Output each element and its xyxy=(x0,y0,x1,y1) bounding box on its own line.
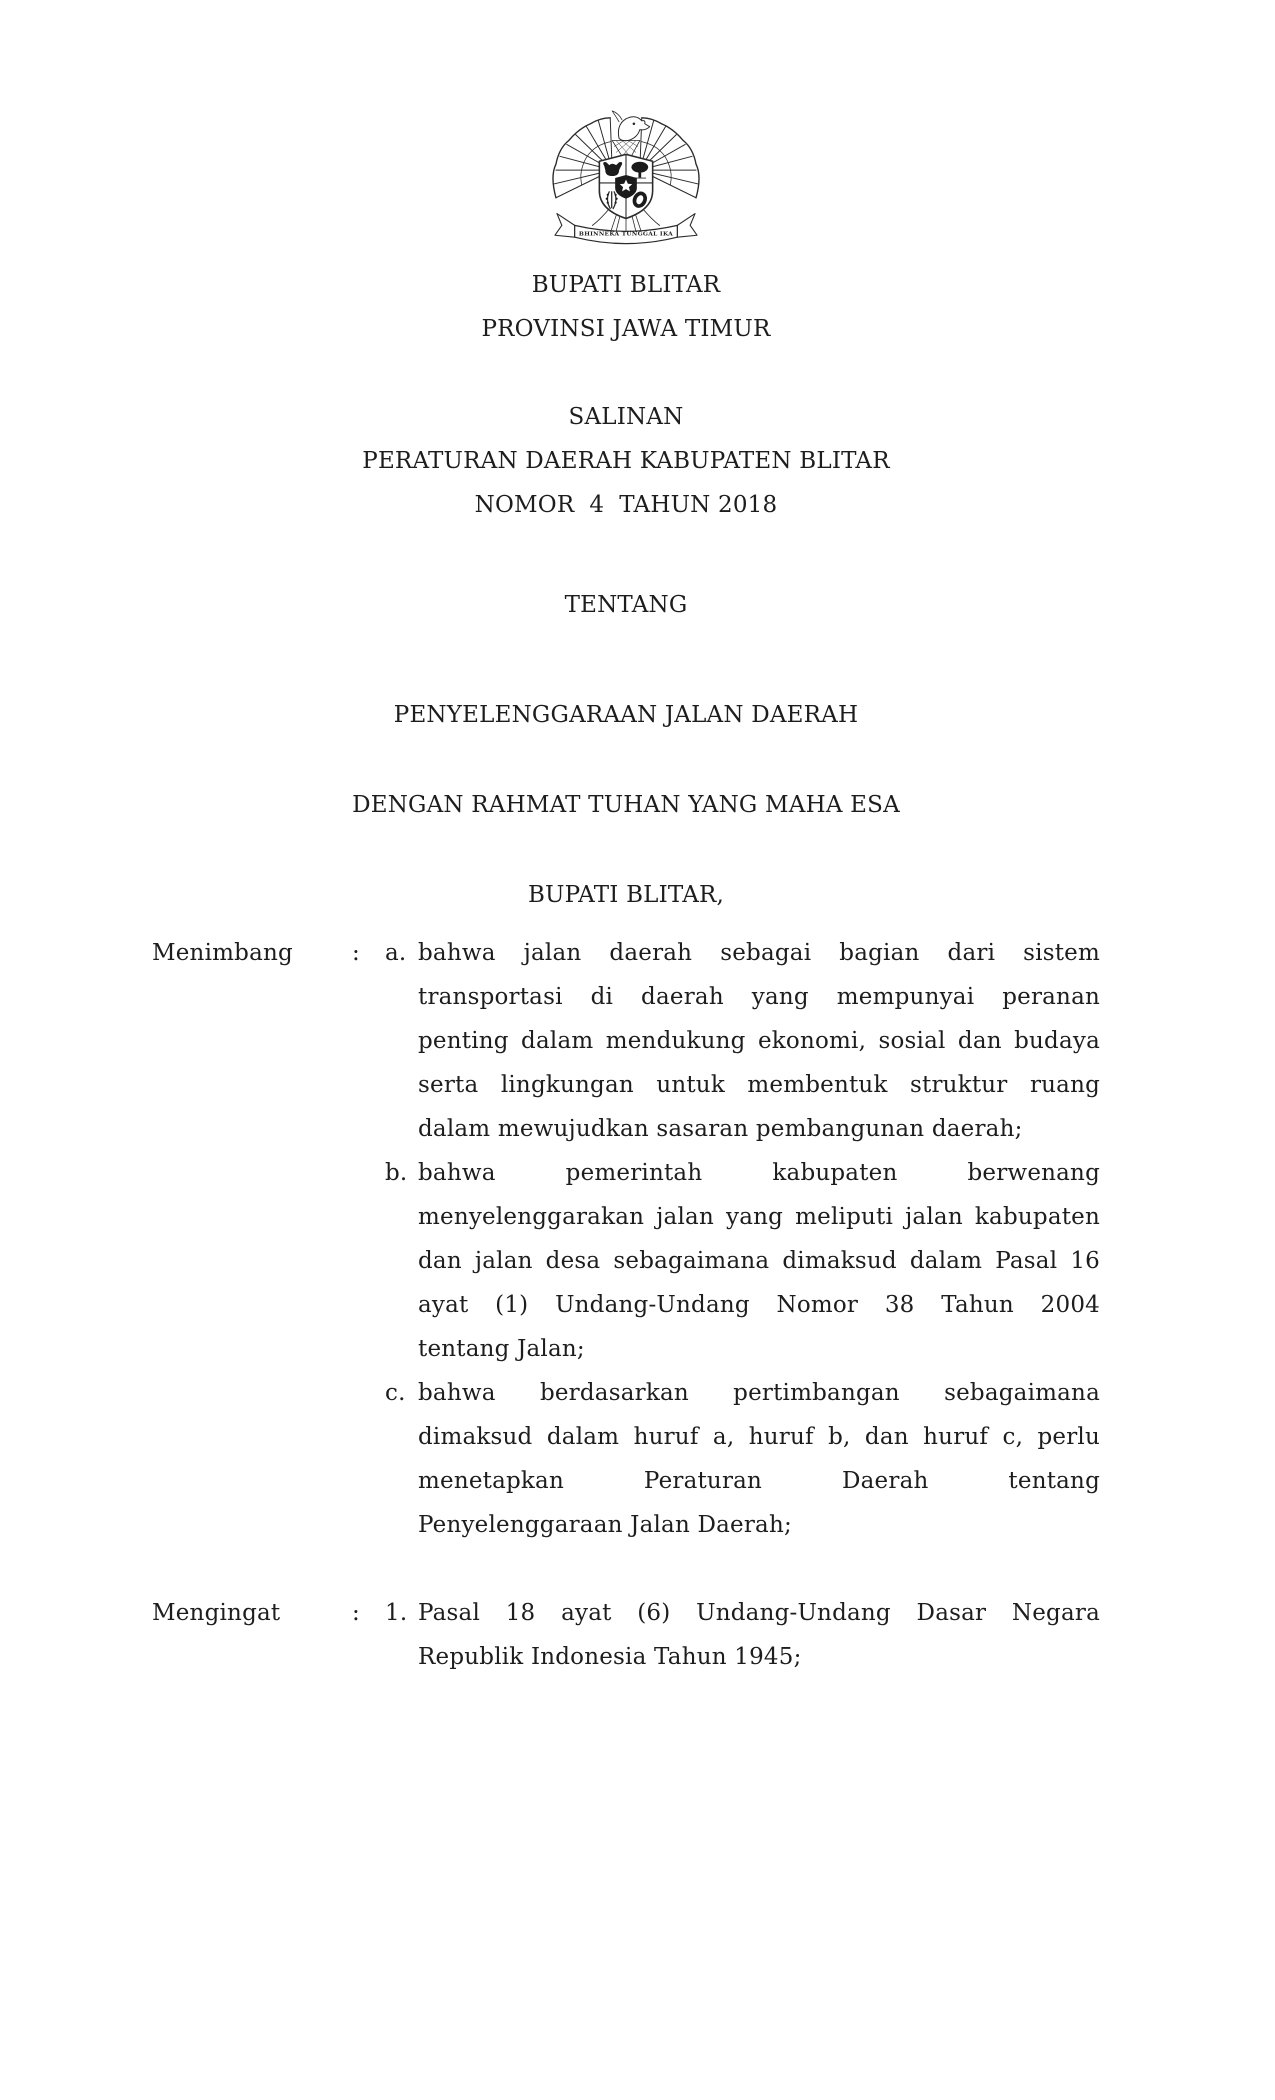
letterhead-bupati: BUPATI BLITAR xyxy=(531,272,721,298)
item-text xyxy=(418,1371,1100,1547)
mengingat-item-1 xyxy=(385,1591,1100,1679)
mengingat-label: Mengingat xyxy=(152,1600,281,1626)
document-body xyxy=(152,931,1100,1679)
regulation-title: PERATURAN DAERAH KABUPATEN BLITAR xyxy=(362,448,890,474)
paragraph-line: bahwa pemerintah kabupaten berwenang xyxy=(418,1160,1100,1186)
item-text xyxy=(418,1591,1100,1679)
item-text xyxy=(418,931,1100,1151)
mengingat-colon: : xyxy=(352,1600,360,1626)
paragraph-line: penting dalam mendukung ekonomi, sosial dan budaya xyxy=(418,1028,1100,1054)
regulation-subject: PENYELENGGARAAN JALAN DAERAH xyxy=(393,702,859,728)
garuda-pancasila-emblem xyxy=(547,105,705,253)
paragraph-line: menetapkan Peraturan Daerah tentang xyxy=(418,1468,1100,1494)
menimbang-section xyxy=(152,931,1100,1547)
garuda-icon xyxy=(547,105,705,253)
paragraph-line: transportasi di daerah yang mempunyai peranan xyxy=(418,984,1100,1010)
item-marker: 1. xyxy=(385,1600,408,1626)
item-marker: b. xyxy=(385,1160,408,1186)
mengingat-section xyxy=(152,1591,1100,1679)
letterhead-provinsi: PROVINSI JAWA TIMUR xyxy=(481,316,771,342)
item-text xyxy=(418,1151,1100,1371)
menimbang-label: Menimbang xyxy=(152,940,293,966)
item-marker: a. xyxy=(385,940,407,966)
paragraph-line: serta lingkungan untuk membentuk struktur ruang xyxy=(418,1072,1100,1098)
salinan-label: SALINAN xyxy=(568,404,684,430)
paragraph-line: Pasal 18 ayat (6) Undang-Undang Dasar Negara xyxy=(418,1600,1100,1626)
emblem-motto: BHINNEKA TUNGGAL IKA xyxy=(578,230,674,238)
invocation-line: DENGAN RAHMAT TUHAN YANG MAHA ESA xyxy=(352,792,900,818)
regulation-number: NOMOR 4 TAHUN 2018 xyxy=(474,492,778,518)
paragraph-line: dan jalan desa sebagaimana dimaksud dalam Pasal 16 xyxy=(418,1248,1100,1274)
menimbang-colon: : xyxy=(352,940,360,966)
paragraph-line: Republik Indonesia Tahun 1945; xyxy=(418,1644,802,1670)
paragraph-line: Penyelenggaraan Jalan Daerah; xyxy=(418,1512,792,1538)
menimbang-item-a xyxy=(385,931,1100,1151)
tentang-label: TENTANG xyxy=(564,592,688,618)
paragraph-line: bahwa berdasarkan pertimbangan sebagaimana xyxy=(418,1380,1100,1406)
item-marker: c. xyxy=(385,1380,406,1406)
signatory-line: BUPATI BLITAR, xyxy=(527,882,725,908)
menimbang-item-b xyxy=(385,1151,1100,1371)
paragraph-line: ayat (1) Undang-Undang Nomor 38 Tahun 2004 xyxy=(418,1292,1100,1318)
paragraph-line: menyelenggarakan jalan yang meliputi jalan kabupaten xyxy=(418,1204,1100,1230)
menimbang-item-c xyxy=(385,1371,1100,1547)
paragraph-line: dimaksud dalam huruf a, huruf b, dan huruf c, perlu xyxy=(418,1424,1100,1450)
paragraph-line: bahwa jalan daerah sebagai bagian dari sistem xyxy=(418,940,1100,966)
paragraph-line: tentang Jalan; xyxy=(418,1336,585,1362)
paragraph-line: dalam mewujudkan sasaran pembangunan daerah; xyxy=(418,1116,1023,1142)
